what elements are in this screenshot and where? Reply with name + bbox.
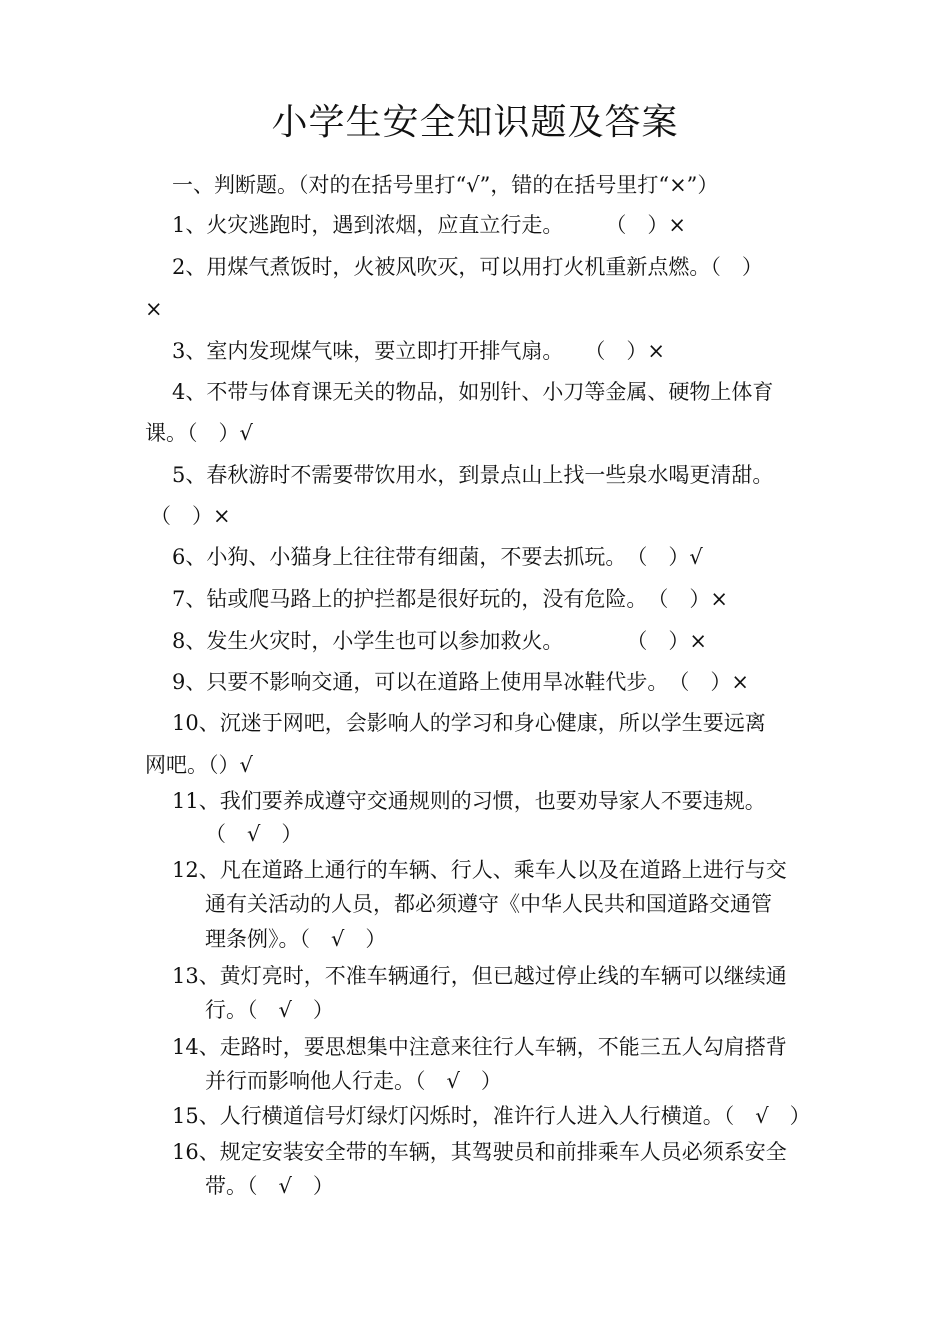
question-13-line-1: 13、黄灯亮时，不准车辆通行，但已越过停止线的车辆可以继续通 bbox=[172, 964, 787, 988]
question-12-line-3: 理条例》。（ √ ） bbox=[205, 927, 387, 951]
question-7-line-1: 7、钻或爬马路上的护拦都是很好玩的，没有危险。 （ ）× bbox=[172, 587, 728, 611]
question-2-line-2: × bbox=[145, 297, 163, 321]
section-heading: 一、判断题。（对的在括号里打“√”，错的在括号里打“×”） bbox=[172, 173, 719, 197]
question-3-line-1: 3、室内发现煤气味，要立即打开排气扇。 （ ）× bbox=[172, 339, 665, 363]
question-16-line-2: 带。（ √ ） bbox=[205, 1174, 334, 1198]
question-16-line-1: 16、规定安装安全带的车辆，其驾驶员和前排乘车人员必须系安全 bbox=[172, 1140, 787, 1164]
question-1-line-1: 1、火灾逃跑时，遇到浓烟，应直立行走。 （ ）× bbox=[172, 213, 686, 237]
question-14-line-1: 14、走路时，要思想集中注意来往行人车辆，不能三五人勾肩搭背 bbox=[172, 1035, 787, 1059]
question-10-line-2: 网吧。（）√ bbox=[145, 753, 253, 777]
question-5-line-2: （ ）× bbox=[150, 504, 231, 528]
question-14-line-2: 并行而影响他人行走。（ √ ） bbox=[205, 1069, 502, 1093]
question-12-line-2: 通有关活动的人员，都必须遵守《中华人民共和国道路交通管 bbox=[205, 892, 772, 916]
question-4-line-1: 4、不带与体育课无关的物品，如别针、小刀等金属、硬物上体育 bbox=[172, 380, 774, 404]
question-15-line-1: 15、人行横道信号灯绿灯闪烁时，准许行人进入人行横道。（ √ ） bbox=[172, 1104, 811, 1128]
question-6-line-1: 6、小狗、小猫身上往往带有细菌，不要去抓玩。 （ ）√ bbox=[172, 545, 703, 569]
question-12-line-1: 12、凡在道路上通行的车辆、行人、乘车人以及在道路上进行与交 bbox=[172, 858, 787, 882]
document-title: 小学生安全知识题及答案 bbox=[271, 102, 679, 143]
question-13-line-2: 行。（ √ ） bbox=[205, 998, 334, 1022]
question-8-line-1: 8、发生火灾时，小学生也可以参加救火。 （ ）× bbox=[172, 629, 707, 653]
question-2-line-1: 2、用煤气煮饭时，火被风吹灭，可以用打火机重新点燃。（ ） bbox=[172, 255, 763, 279]
question-9-line-1: 9、只要不影响交通，可以在道路上使用旱冰鞋代步。 （ ）× bbox=[172, 670, 749, 694]
question-4-line-2: 课。（ ）√ bbox=[145, 421, 253, 445]
question-11-line-2: （ √ ） bbox=[205, 822, 303, 846]
question-11-line-1: 11、我们要养成遵守交通规则的习惯，也要劝导家人不要违规。 bbox=[172, 789, 766, 813]
question-10-line-1: 10、沉迷于网吧，会影响人的学习和身心健康，所以学生要远离 bbox=[172, 711, 766, 735]
question-5-line-1: 5、春秋游时不需要带饮用水，到景点山上找一些泉水喝更清甜。 bbox=[172, 463, 774, 487]
